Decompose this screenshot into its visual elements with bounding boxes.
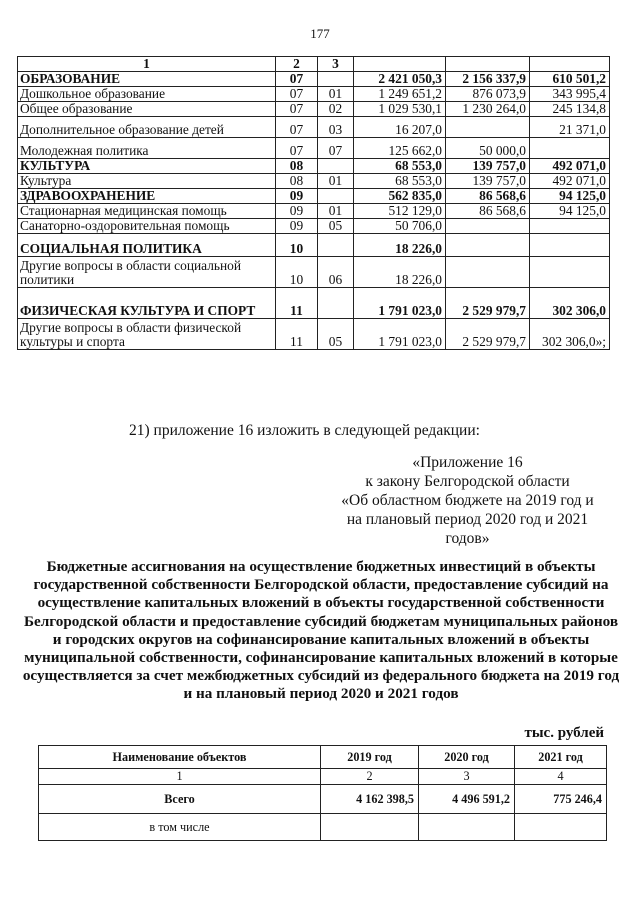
row-subsection: 02 [318, 102, 354, 117]
total-2021: 775 246,4 [515, 785, 607, 814]
col-number-3: 3 [419, 769, 515, 785]
row-2019: 18 226,0 [354, 257, 446, 288]
row-section: 07 [276, 87, 318, 102]
row-section: 10 [276, 234, 318, 257]
row-name: Культура [18, 174, 276, 189]
row-subsection [318, 234, 354, 257]
row-2020: 2 529 979,7 [446, 319, 530, 350]
row-2020: 86 568,6 [446, 189, 530, 204]
appendix-line-4: на плановый период 2020 год и 2021 [346, 511, 589, 528]
row-2019: 68 553,0 [354, 159, 446, 174]
page-number: 177 [310, 26, 330, 41]
row-2020: 876 073,9 [446, 87, 530, 102]
row-2020: 139 757,0 [446, 174, 530, 189]
row-2019: 16 207,0 [354, 117, 446, 138]
row-subsection: 01 [318, 87, 354, 102]
row-subsection: 05 [318, 219, 354, 234]
row-2021 [530, 257, 610, 288]
row-2019: 512 129,0 [354, 204, 446, 219]
total-2019: 4 162 398,5 [321, 785, 419, 814]
header-2019: 2019 год [321, 746, 419, 769]
row-2021: 94 125,0 [530, 204, 610, 219]
including-2019 [321, 814, 419, 841]
row-section: 11 [276, 288, 318, 319]
row-subsection: 06 [318, 257, 354, 288]
header-col-2: 2 [276, 57, 318, 72]
appendix-line-1: «Приложение 16 [412, 454, 523, 471]
row-2020: 50 000,0 [446, 138, 530, 159]
row-2019: 125 662,0 [354, 138, 446, 159]
header-2021: 2021 год [515, 746, 607, 769]
appendix-line-5: годов» [445, 530, 490, 547]
row-2020 [446, 117, 530, 138]
row-2021: 302 306,0»; [530, 319, 610, 350]
units-label: тыс. рублей [524, 725, 604, 741]
row-section: 07 [276, 138, 318, 159]
row-2021: 94 125,0 [530, 189, 610, 204]
row-2020: 2 156 337,9 [446, 72, 530, 87]
header-col-1: 1 [18, 57, 276, 72]
row-2021: 245 134,8 [530, 102, 610, 117]
row-section: 10 [276, 257, 318, 288]
row-2020 [446, 257, 530, 288]
row-section: 07 [276, 72, 318, 87]
total-label: Всего [39, 785, 321, 814]
row-2020: 139 757,0 [446, 159, 530, 174]
row-name: СОЦИАЛЬНАЯ ПОЛИТИКА [18, 234, 276, 257]
budget-row [18, 257, 610, 288]
row-name: Другие вопросы в области социальной политики [18, 257, 276, 288]
appendix-line-2: к закону Белгородской области [365, 473, 570, 490]
row-section: 11 [276, 319, 318, 350]
row-section: 07 [276, 102, 318, 117]
row-2019: 1 791 023,0 [354, 319, 446, 350]
including-2020 [419, 814, 515, 841]
paragraph-item: 21) приложение 16 изложить в следующей редакции: [129, 422, 480, 439]
budget-row [18, 189, 610, 204]
row-2021: 610 501,2 [530, 72, 610, 87]
row-subsection [318, 288, 354, 319]
row-2019: 68 553,0 [354, 174, 446, 189]
row-name: Молодежная политика [18, 138, 276, 159]
row-2021 [530, 219, 610, 234]
row-2021: 21 371,0 [530, 117, 610, 138]
row-2020 [446, 219, 530, 234]
row-name: Санаторно-оздоровительная помощь [18, 219, 276, 234]
row-2019: 1 249 651,2 [354, 87, 446, 102]
row-subsection [318, 159, 354, 174]
header-col-3: 3 [318, 57, 354, 72]
including-label: в том числе [39, 814, 321, 841]
budget-row [18, 138, 610, 159]
document-title: Бюджетные ассигнования на осуществление бюджетных инвестиций в объекты государственной собственности Белгородской области, предоставление субсидий на осуществление капитальных вложений в объекты государственной собственности Белгородской области и предоставление субсидий бюджетам муниципальных районов и городских округов на софинансирование капитальных вложений в объекты муниципальной собственности, софинансирование капитальных вложений в которые осуществляется за счет межбюджетных субсидий из федерального бюджета на 2019 год и на плановый период 2020 и 2021 годов [22, 558, 620, 703]
budget-row [18, 87, 610, 102]
budget-row [18, 234, 610, 257]
row-name: Общее образование [18, 102, 276, 117]
row-name: Стационарная медицинская помощь [18, 204, 276, 219]
row-subsection: 01 [318, 174, 354, 189]
objects-table-header [39, 746, 607, 769]
row-2020: 1 230 264,0 [446, 102, 530, 117]
budget-row [18, 102, 610, 117]
row-2021: 302 306,0 [530, 288, 610, 319]
header-objects-name: Наименование объектов [39, 746, 321, 769]
row-2019: 50 706,0 [354, 219, 446, 234]
row-subsection: 05 [318, 319, 354, 350]
total-row [39, 785, 607, 814]
row-2019: 1 029 530,1 [354, 102, 446, 117]
row-2020: 86 568,6 [446, 204, 530, 219]
appendix-line-3: «Об областном бюджете на 2019 год и [341, 492, 594, 509]
row-subsection: 07 [318, 138, 354, 159]
row-name: Дошкольное образование [18, 87, 276, 102]
row-2021: 343 995,4 [530, 87, 610, 102]
row-name: Другие вопросы в области физической культуры и спорта [18, 319, 276, 350]
budget-row [18, 117, 610, 138]
header-col-5 [446, 57, 530, 72]
row-section: 08 [276, 159, 318, 174]
objects-table-numbering [39, 769, 607, 785]
appendix-header [330, 453, 605, 548]
row-section: 09 [276, 219, 318, 234]
row-subsection [318, 72, 354, 87]
including-2021 [515, 814, 607, 841]
row-2021 [530, 138, 610, 159]
row-name: КУЛЬТУРА [18, 159, 276, 174]
row-2020 [446, 234, 530, 257]
objects-table [38, 745, 607, 841]
budget-row [18, 204, 610, 219]
budget-table [17, 56, 610, 350]
including-row [39, 814, 607, 841]
row-section: 08 [276, 174, 318, 189]
row-subsection: 03 [318, 117, 354, 138]
budget-row [18, 319, 610, 350]
header-2020: 2020 год [419, 746, 515, 769]
row-2019: 562 835,0 [354, 189, 446, 204]
budget-table-header [18, 57, 610, 72]
row-name: Дополнительное образование детей [18, 117, 276, 138]
budget-row [18, 174, 610, 189]
row-2019: 2 421 050,3 [354, 72, 446, 87]
col-number-1: 1 [39, 769, 321, 785]
budget-row [18, 159, 610, 174]
budget-row [18, 288, 610, 319]
col-number-4: 4 [515, 769, 607, 785]
row-subsection: 01 [318, 204, 354, 219]
row-name: ЗДРАВООХРАНЕНИЕ [18, 189, 276, 204]
row-2021: 492 071,0 [530, 159, 610, 174]
row-2019: 18 226,0 [354, 234, 446, 257]
row-2020: 2 529 979,7 [446, 288, 530, 319]
col-number-2: 2 [321, 769, 419, 785]
row-2021 [530, 234, 610, 257]
row-section: 09 [276, 204, 318, 219]
budget-row [18, 219, 610, 234]
row-name: ОБРАЗОВАНИЕ [18, 72, 276, 87]
budget-row [18, 72, 610, 87]
header-col-6 [530, 57, 610, 72]
row-2021: 492 071,0 [530, 174, 610, 189]
row-section: 07 [276, 117, 318, 138]
header-col-4 [354, 57, 446, 72]
row-section: 09 [276, 189, 318, 204]
row-2019: 1 791 023,0 [354, 288, 446, 319]
row-name: ФИЗИЧЕСКАЯ КУЛЬТУРА И СПОРТ [18, 288, 276, 319]
total-2020: 4 496 591,2 [419, 785, 515, 814]
row-subsection [318, 189, 354, 204]
